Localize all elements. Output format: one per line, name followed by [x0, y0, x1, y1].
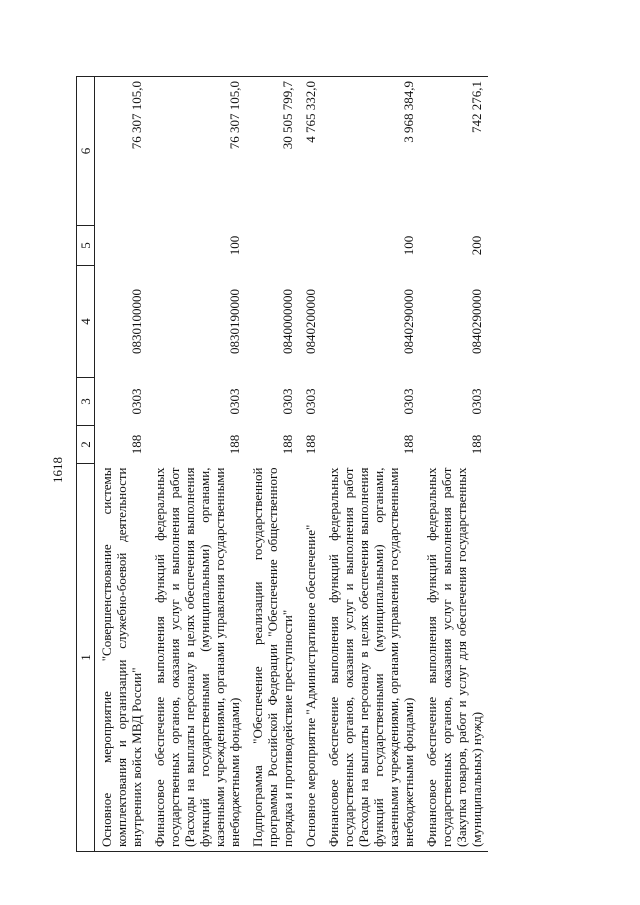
row-description: Финансовое обеспечение выполнения функций федеральных государственных органов, оказания услуг и выполнения работ (Расходы на выплаты персоналу в целях обеспечения выполнения функций государственными (муниципальными) органами, казенными учреждениями, органами управления государственными внебюджетными фондами) [322, 464, 420, 852]
row-ministry-code: 188 [303, 434, 318, 455]
page-number: 1618 [50, 457, 65, 483]
row-target-code: 0830100000 [129, 289, 144, 354]
row-expense-type [95, 226, 149, 266]
row-description: Основное мероприятие "Совершенствование системы комплектования и организации служебно-боевой деятельности внутренних войск МВД России" [95, 464, 149, 852]
row-expense-type [246, 226, 299, 266]
rotated-page [42, 70, 602, 870]
header-col-3: 3 [77, 378, 95, 426]
row-description: Основное мероприятие "Административное обеспечение" [299, 464, 322, 852]
row-target-code: 0840000000 [280, 289, 295, 354]
header-col-6: 6 [77, 77, 95, 226]
row-amount: 76 307 105,0 [95, 77, 149, 226]
row-section-code: 0303 [227, 388, 242, 415]
row-amount: 30 505 799,7 [246, 77, 299, 226]
row-section-code: 0303 [303, 388, 318, 415]
header-col-4: 4 [77, 266, 95, 378]
header-row [77, 77, 95, 852]
header-col-2: 2 [77, 426, 95, 464]
row-description: Финансовое обеспечение выполнения функций федеральных государственных органов, оказания услуг и выполнения работ (Расходы на выплаты персоналу в целях обеспечения выполнения функций государственными (муниципальными) органами, казенными учреждениями, органами управления государственными внебюджетными фондами) [148, 464, 246, 852]
row-ministry-code: 188 [401, 434, 416, 455]
row-section-code: 0303 [469, 388, 484, 415]
table-row [322, 77, 420, 852]
row-section-code: 0303 [280, 388, 295, 415]
row-amount: 742 276,1 [420, 77, 488, 226]
row-amount: 3 968 384,9 [322, 77, 420, 226]
row-ministry-code: 188 [227, 434, 242, 455]
row-target-code: 0840290000 [401, 289, 416, 354]
row-section-code: 0303 [401, 388, 416, 415]
table-row [95, 77, 149, 852]
header-col-5: 5 [77, 226, 95, 266]
row-amount: 4 765 332,0 [299, 77, 322, 226]
table-row [420, 77, 488, 852]
header-col-1: 1 [77, 464, 95, 852]
row-target-code: 0840290000 [469, 289, 484, 354]
budget-table [76, 76, 488, 852]
row-expense-type [299, 226, 322, 266]
table-row [246, 77, 299, 852]
row-expense-type: 100 [401, 235, 416, 256]
row-target-code: 0830190000 [227, 289, 242, 354]
row-expense-type: 100 [227, 235, 242, 256]
row-target-code: 0840200000 [303, 289, 318, 354]
table-row [299, 77, 322, 852]
row-amount: 76 307 105,0 [148, 77, 246, 226]
row-ministry-code: 188 [129, 434, 144, 455]
row-section-code: 0303 [129, 388, 144, 415]
row-description: Финансовое обеспечение выполнения функций федеральных государственных органов, оказания услуг и выполнения работ (Закупка товаров, работ и услуг для обеспечения государственных (муниципальных) нужд) [420, 464, 488, 852]
row-ministry-code: 188 [280, 434, 295, 455]
table-row [148, 77, 246, 852]
row-ministry-code: 188 [469, 434, 484, 455]
row-description: Подпрограмма "Обеспечение реализации государственной программы Российской Федерации "Обеспечение общественного порядка и противодействие преступности" [246, 464, 299, 852]
row-expense-type: 200 [469, 235, 484, 256]
